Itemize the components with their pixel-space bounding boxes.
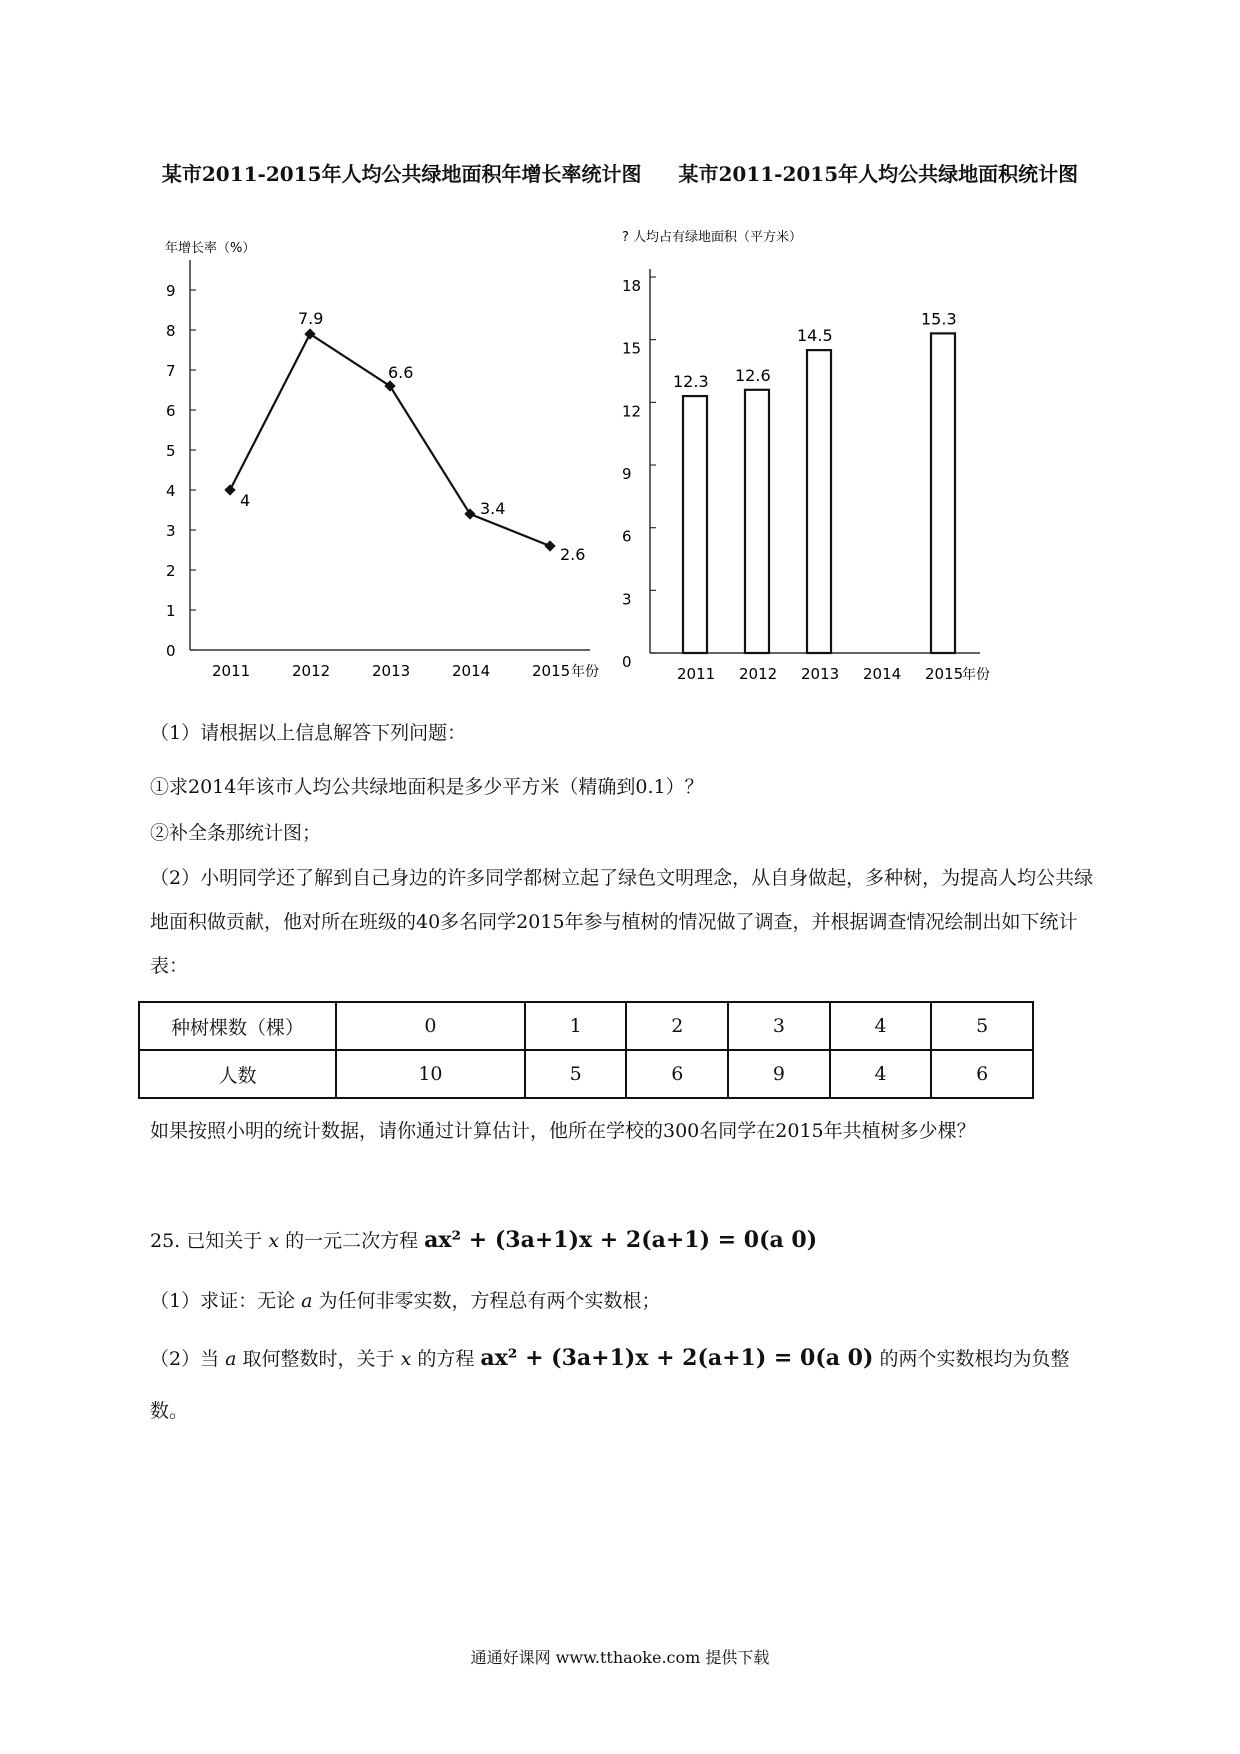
x-tick-label: 2015 bbox=[925, 665, 964, 683]
table-cell: 9 bbox=[728, 1050, 830, 1098]
table-cell: 10 bbox=[336, 1050, 525, 1098]
y-tick-label: 8 bbox=[166, 322, 176, 340]
y-tick-label: 1 bbox=[166, 602, 176, 620]
y-tick-label: 2 bbox=[166, 562, 176, 580]
line-chart bbox=[140, 230, 630, 690]
y-tick-label: 5 bbox=[166, 442, 176, 460]
tree-planting-table bbox=[138, 1001, 1034, 1099]
bar-chart bbox=[610, 225, 1030, 690]
q25-part2-var2: x bbox=[400, 1348, 412, 1370]
q25-mid: 的一元二次方程 bbox=[285, 1230, 419, 1252]
y-tick-label: 3 bbox=[622, 590, 632, 609]
y-tick-label: 4 bbox=[166, 482, 176, 500]
x-tick-label: 2013 bbox=[372, 662, 411, 680]
data-label: 15.3 bbox=[921, 309, 957, 329]
table-row bbox=[139, 1050, 1033, 1098]
table-cell: 0 bbox=[336, 1002, 525, 1050]
x-tick-label: 2011 bbox=[677, 665, 716, 683]
line-chart-title: 某市2011-2015年人均公共绿地面积年增长率统计图 bbox=[161, 162, 642, 186]
y-tick-label: 9 bbox=[622, 465, 632, 483]
x-tick-label: 2015 bbox=[532, 662, 571, 680]
q25-part2-c: 的方程 bbox=[417, 1348, 475, 1370]
x-tick-label: 2012 bbox=[292, 662, 331, 680]
data-label: 4 bbox=[240, 491, 251, 510]
footer: 通通好课网 www.tthaoke.com 提供下载 bbox=[470, 1648, 770, 1667]
q25-part1-a: （1）求证：无论 bbox=[150, 1290, 296, 1312]
q25-part2-end: 数。 bbox=[150, 1400, 189, 1422]
x-axis-unit: 年份 bbox=[962, 667, 990, 683]
data-label: 7.9 bbox=[298, 309, 324, 328]
q25-part2-d: 的两个实数根均为负整 bbox=[879, 1348, 1070, 1370]
table-cell: 4 bbox=[830, 1050, 932, 1098]
q1-intro: （1）请根据以上信息解答下列问题： bbox=[150, 722, 467, 744]
x-tick-label: 2012 bbox=[739, 665, 778, 683]
x-tick-label: 2014 bbox=[863, 665, 902, 683]
q25-part2-var: a bbox=[225, 1348, 237, 1370]
data-label: 14.5 bbox=[797, 326, 833, 346]
bar-chart-title: 某市2011-2015年人均公共绿地面积统计图 bbox=[678, 162, 1079, 186]
q1-sub2: ②补全条那统计图； bbox=[150, 822, 322, 844]
bar bbox=[683, 396, 707, 653]
y-tick-label: 12 bbox=[622, 402, 642, 421]
y-axis-label: 年增长率（%） bbox=[165, 241, 256, 256]
y-tick-label: 0 bbox=[622, 653, 632, 671]
table-header-cell: 人数 bbox=[139, 1050, 336, 1098]
x-axis-unit: 年份 bbox=[571, 664, 599, 680]
table-header-cell: 种树棵数（棵） bbox=[139, 1002, 336, 1050]
table-row bbox=[139, 1002, 1033, 1050]
table-cell: 3 bbox=[728, 1002, 830, 1050]
x-tick-label: 2011 bbox=[212, 662, 251, 680]
table-cell: 2 bbox=[626, 1002, 728, 1050]
data-point bbox=[544, 540, 555, 551]
q25-var-x: x bbox=[268, 1230, 280, 1252]
q25-prefix: 25. 已知关于 bbox=[150, 1230, 263, 1252]
y-axis-label: ? 人均占有绿地面积（平方米） bbox=[622, 230, 803, 245]
q25-statement bbox=[150, 1226, 817, 1253]
q25-part1 bbox=[150, 1286, 661, 1313]
table-cell: 6 bbox=[931, 1050, 1033, 1098]
data-label: 2.6 bbox=[560, 545, 586, 564]
x-tick-label: 2014 bbox=[452, 662, 491, 680]
data-point bbox=[224, 484, 235, 495]
q2-question: 如果按照小明的统计数据，请你通过计算估计，他所在学校的300名同学在2015年共植树多少棵？ bbox=[150, 1120, 976, 1142]
data-label: 12.3 bbox=[673, 372, 709, 392]
q1-sub1: ①求2014年该市人均公共绿地面积是多少平方米（精确到0.1）？ bbox=[150, 776, 704, 798]
q25-part2-equation: ax² + (3a+1)x + 2(a+1) = 0(a 0) bbox=[480, 1345, 874, 1371]
table-cell: 4 bbox=[830, 1002, 932, 1050]
y-tick-label: 15 bbox=[622, 339, 642, 358]
data-label: 6.6 bbox=[388, 363, 414, 382]
y-tick-label: 9 bbox=[166, 282, 176, 300]
q25-part2-a: （2）当 bbox=[150, 1348, 220, 1370]
q25-part1-var: a bbox=[301, 1290, 313, 1312]
x-tick-label: 2013 bbox=[801, 665, 840, 683]
q25-part2-b: 取何整数时，关于 bbox=[242, 1348, 395, 1370]
chart-headings bbox=[0, 158, 1240, 187]
y-tick-label: 7 bbox=[166, 362, 176, 380]
y-tick-label: 0 bbox=[166, 642, 176, 660]
q25-part1-b: 为任何非零实数，方程总有两个实数根； bbox=[318, 1290, 661, 1312]
y-tick-label: 6 bbox=[166, 402, 176, 420]
y-tick-label: 3 bbox=[166, 522, 176, 540]
data-point bbox=[384, 380, 395, 391]
data-point bbox=[304, 328, 315, 339]
data-label: 12.6 bbox=[735, 365, 771, 385]
table-cell: 6 bbox=[626, 1050, 728, 1098]
bar bbox=[807, 350, 831, 653]
y-tick-label: 18 bbox=[622, 277, 642, 295]
q25-equation: ax² + (3a+1)x + 2(a+1) = 0(a 0) bbox=[424, 1227, 818, 1253]
bar bbox=[745, 390, 769, 653]
bar bbox=[931, 333, 955, 653]
y-tick-label: 6 bbox=[622, 527, 632, 546]
table-cell: 1 bbox=[525, 1002, 627, 1050]
q2-paragraph: （2）小明同学还了解到自己身边的许多同学都树立起了绿色文明理念，从自身做起，多种树，为提高人均公共绿地面积做贡献，他对所在班级的40多名同学2015年参与植树的情况做了调查，并根据调查情况绘制出如下统计表： bbox=[150, 867, 1094, 977]
table-cell: 5 bbox=[525, 1050, 627, 1098]
q25-part2 bbox=[150, 1344, 1069, 1371]
data-label: 3.4 bbox=[480, 499, 506, 518]
data-point bbox=[464, 508, 475, 519]
table-cell: 5 bbox=[931, 1002, 1033, 1050]
